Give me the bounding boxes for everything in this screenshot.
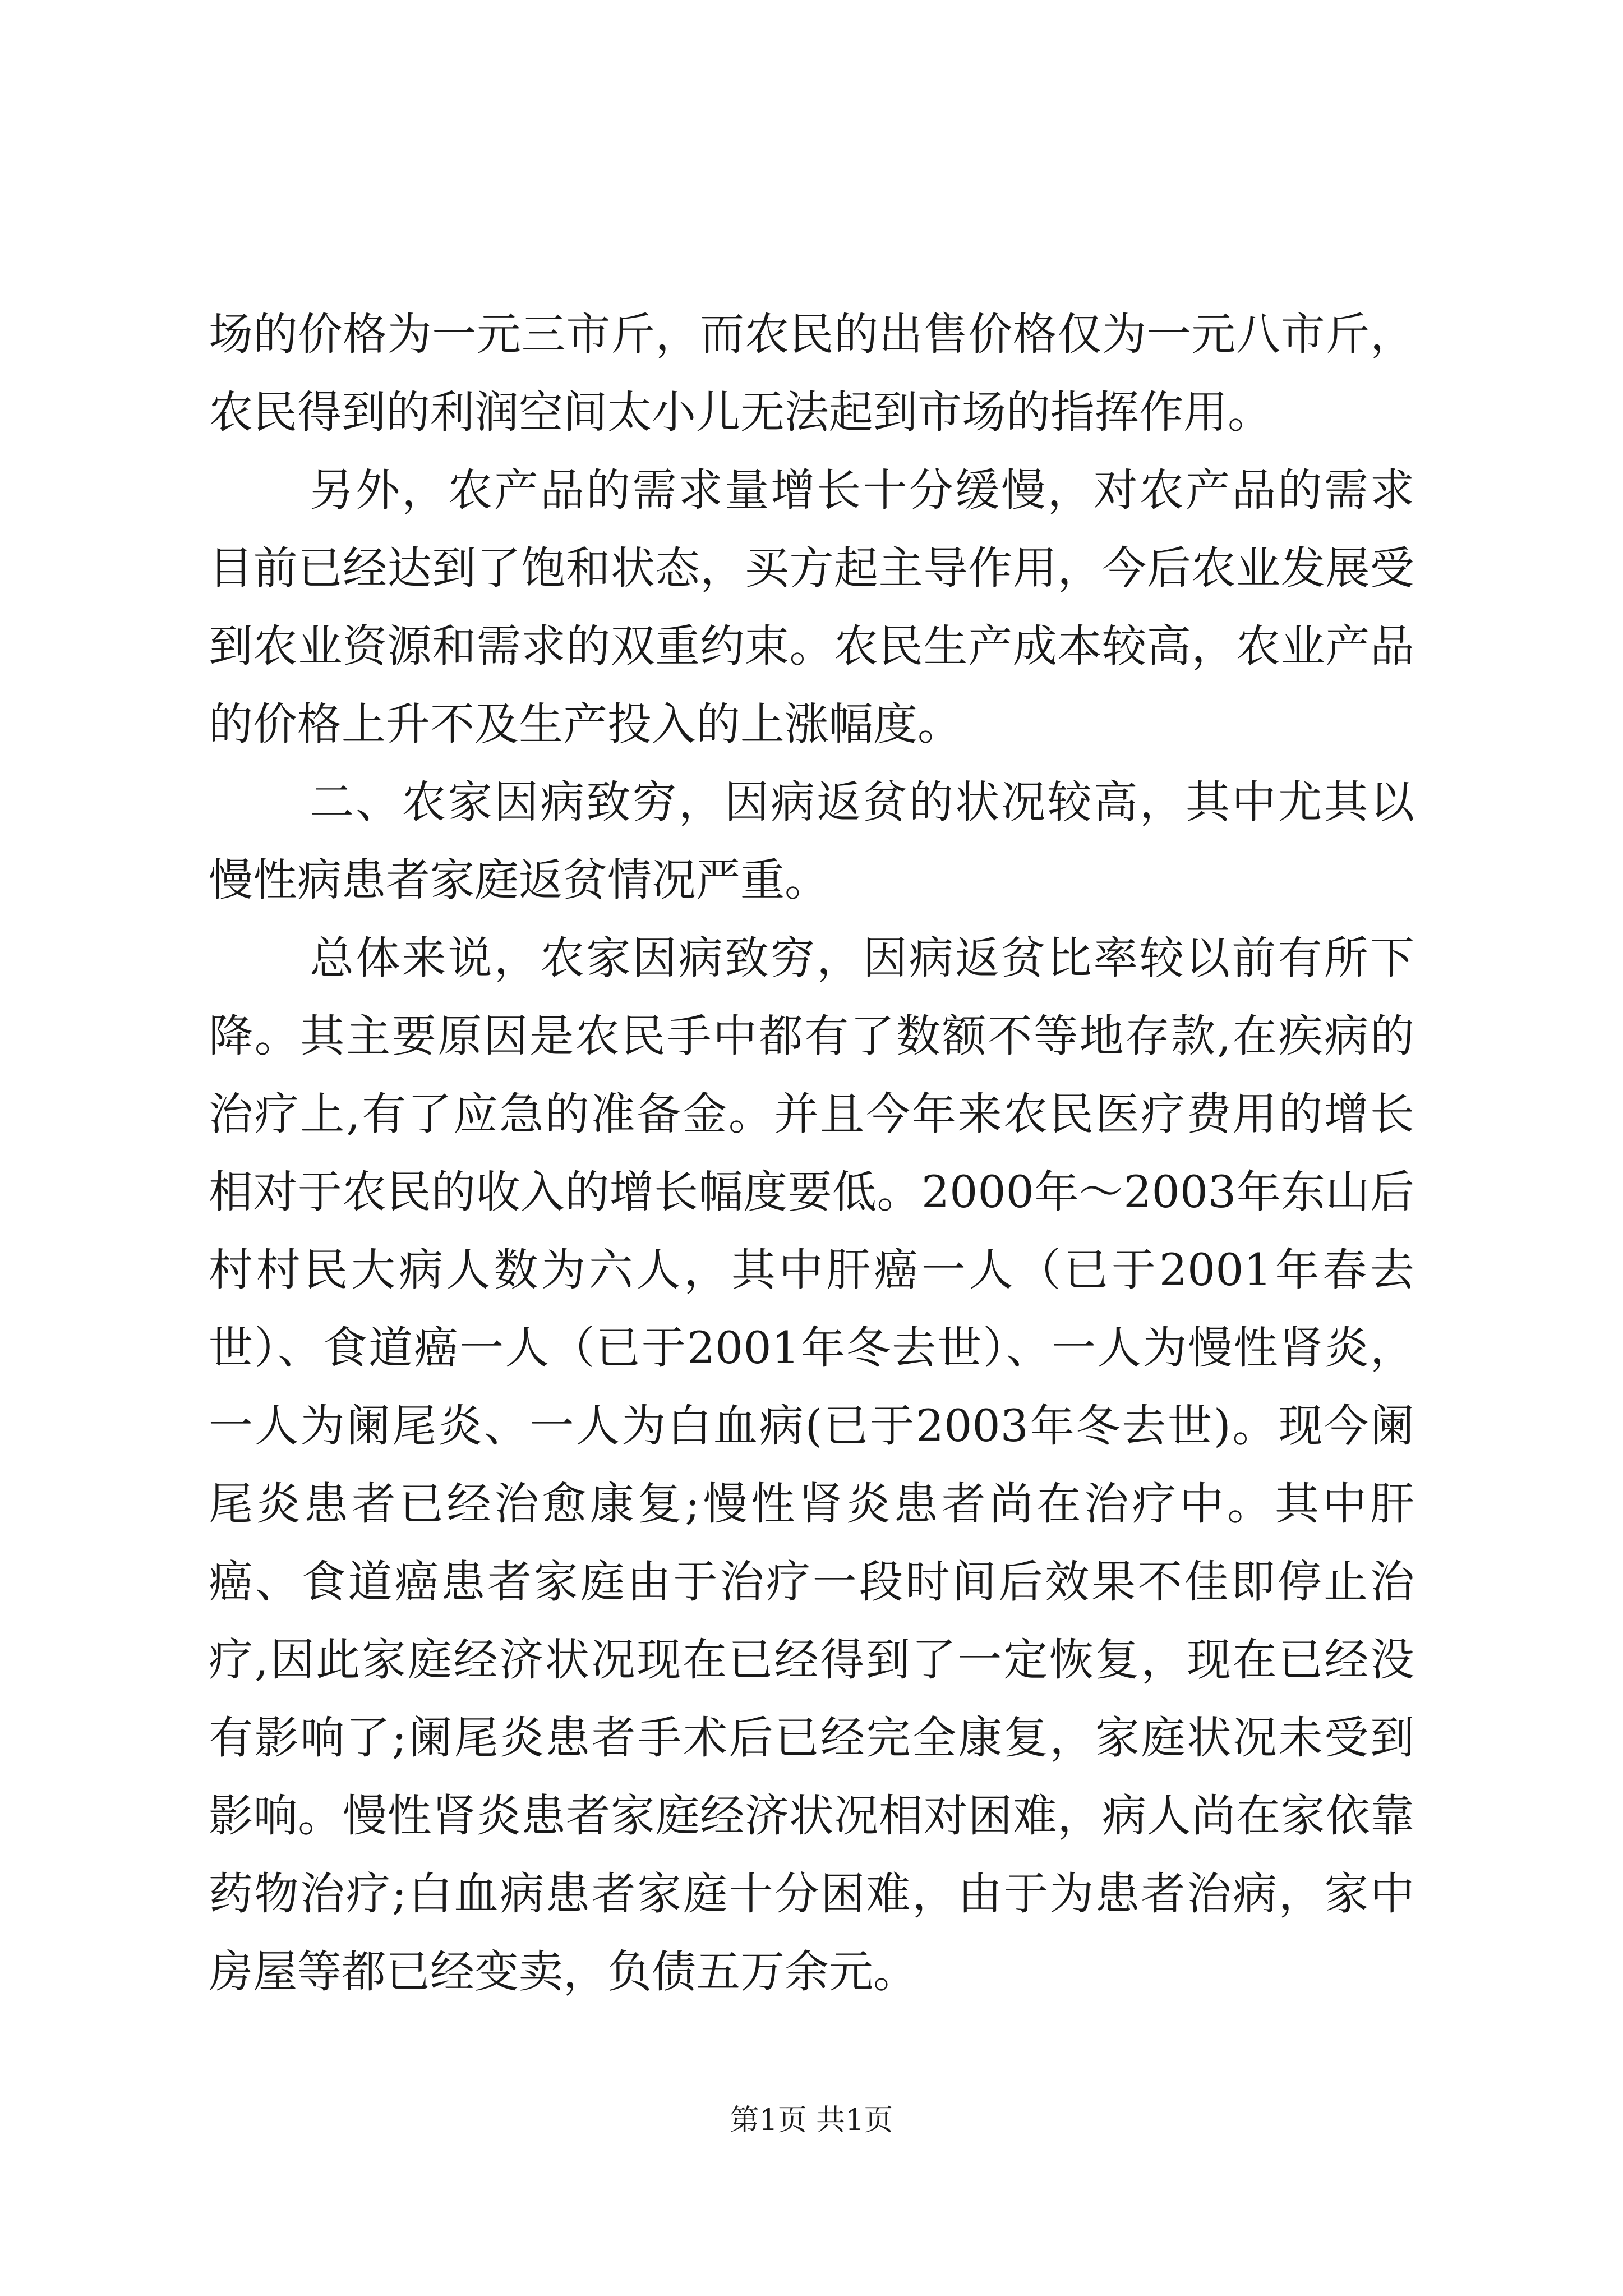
document-body	[209, 296, 1414, 2011]
paragraph-demand: 另外，农产品的需求量增长十分缓慢，对农产品的需求目前已经达到了饱和状态，买方起主导作用，今后农业发展受到农业资源和需求的双重约束。农民生产成本较高，农业产品的价格上升不及生产投入的上涨幅度。	[209, 464, 1414, 750]
paragraph-section-two-heading: 二、农家因病致穷，因病返贫的状况较高，其中尤其以慢性病患者家庭返贫情况严重。	[209, 776, 1414, 906]
page-number-footer: 第1页 共1页	[730, 2104, 893, 2137]
paragraph-illness-overview: 总体来说，农家因病致穷，因病返贫比率较以前有所下降。其主要原因是农民手中都有了数额不等地存款,在疾病的治疗上,有了应急的准备金。并且今年来农民医疗费用的增长相对于农民的收入的增长幅度要低。2000年～2003年东山后村村民大病人数为六人，其中肝癌一人（已于2001年春去世）、食道癌一人（已于2001年冬去世）、一人为慢性肾炎，一人为阑尾炎、一人为白血病(已于2003年冬去世)。现今阑尾炎患者已经治愈康复;慢性肾炎患者尚在治疗中。其中肝癌、食道癌患者家庭由于治疗一段时间后效果不佳即停止治疗,因此家庭经济状况现在已经得到了一定恢复，现在已经没有影响了;阑尾炎患者手术后已经完全康复，家庭状况未受到影响。慢性肾炎患者家庭经济状况相对困难，病人尚在家依靠药物治疗;白血病患者家庭十分困难，由于为患者治病，家中房屋等都已经变卖，负债五万余元。	[209, 932, 1414, 1998]
paragraph-price-continuation: 场的价格为一元三市斤，而农民的出售价格仅为一元八市斤，农民得到的利润空间太小儿无法起到市场的指挥作用。	[209, 309, 1414, 438]
